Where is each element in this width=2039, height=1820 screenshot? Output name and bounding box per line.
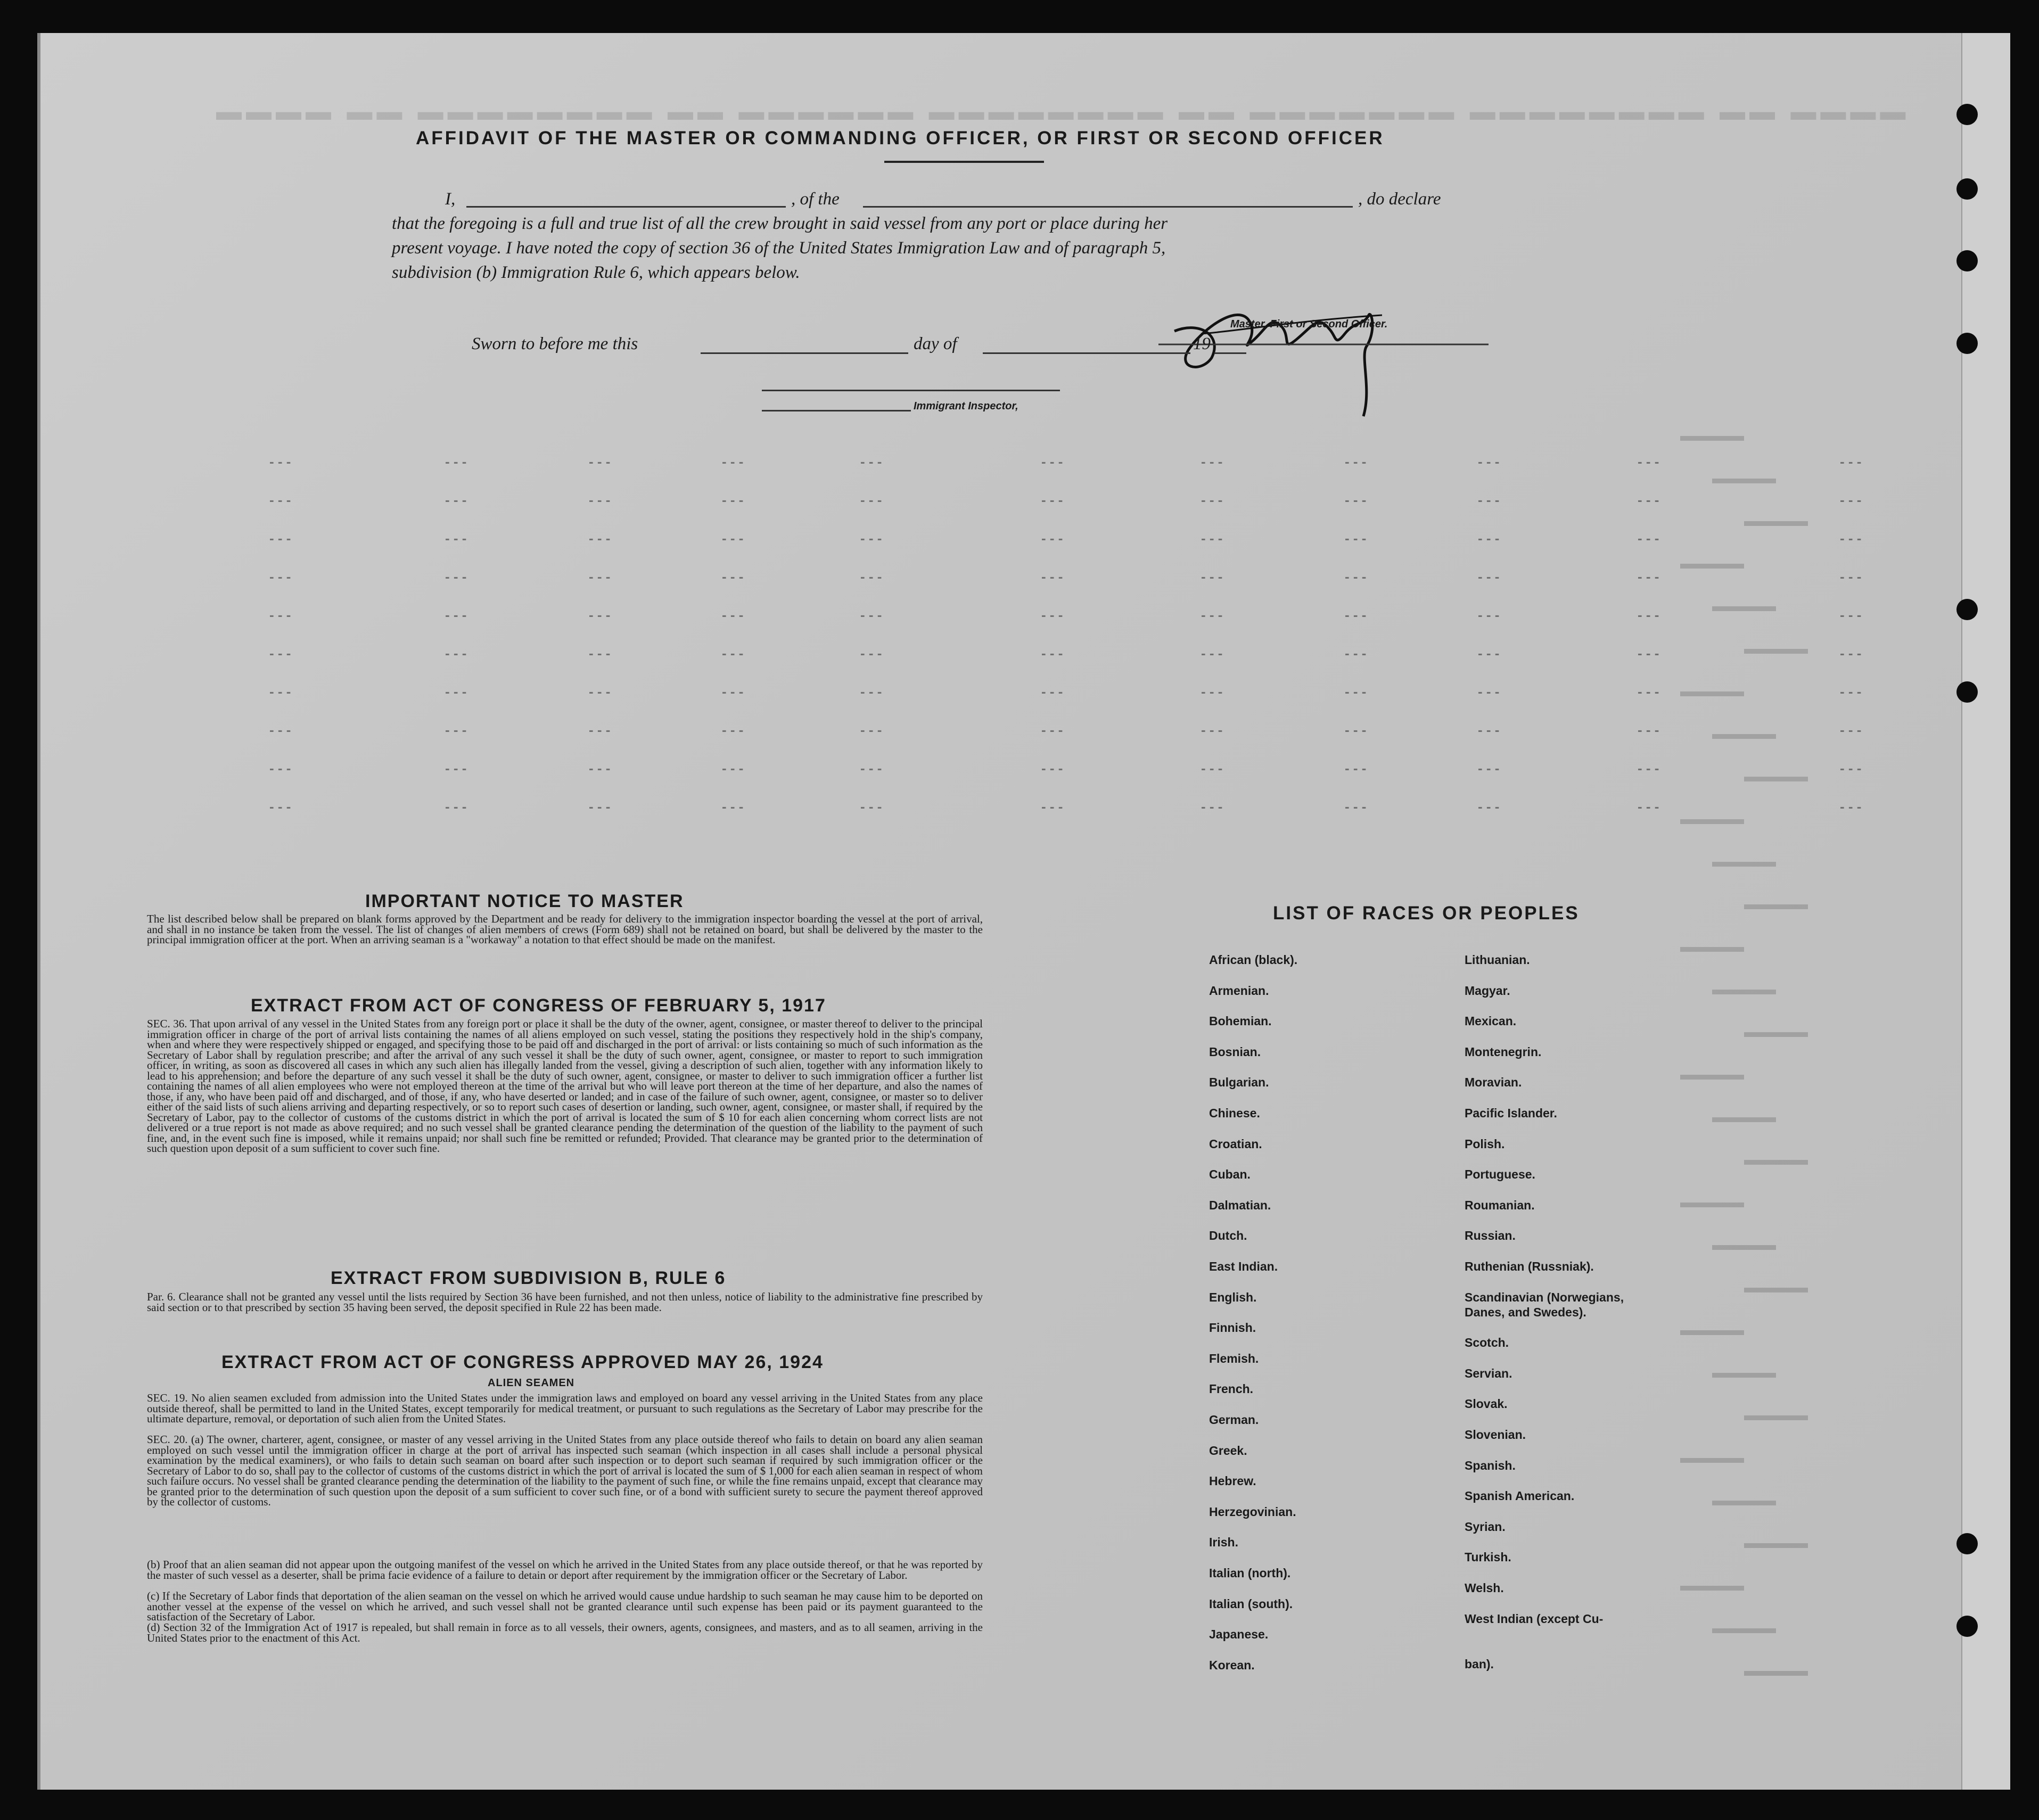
bleed-through-mark: - - -: [269, 569, 291, 584]
bleed-through-mark: - - -: [722, 607, 744, 623]
bleed-through-mark: ▬▬▬▬: [1744, 768, 1808, 785]
extract-1917-title: EXTRACT FROM ACT OF CONGRESS OF FEBRUARY 5, 1917: [251, 995, 826, 1016]
bleed-through-mark: ▬▬▬▬: [1680, 682, 1744, 700]
bleed-through-mark: - - -: [1478, 760, 1500, 776]
bleed-through-mark: - - -: [1840, 798, 1862, 814]
affidavit-line1-mid: , of the: [791, 190, 840, 209]
race-item: Slovenian.: [1465, 1428, 1526, 1442]
race-item: Roumanian.: [1465, 1198, 1535, 1212]
signature-label: Master, First or Second Officer.: [1230, 318, 1388, 330]
bleed-through-mark: - - -: [722, 454, 744, 470]
race-item: Armenian.: [1209, 983, 1269, 998]
race-item: Magyar.: [1465, 983, 1510, 998]
race-item: Montenegrin.: [1465, 1044, 1542, 1059]
bleed-through-mark: - - -: [1638, 569, 1659, 584]
bleed-through-mark: - - -: [1041, 683, 1063, 699]
race-item: Irish.: [1209, 1535, 1238, 1550]
race-item: Ruthenian (Russniak).: [1465, 1259, 1594, 1273]
bleed-through-mark: ▬▬▬▬: [1680, 1193, 1744, 1211]
bleed-through-mark: ▬▬▬▬: [1680, 1321, 1744, 1339]
extract-rule6-body: Par. 6. Clearance shall not be granted any vessel until the lists required by Section 36 have been furnished, and not then unless, notice of liability to the administrative fine prescribed by said section or to that prescribed by section 35 having been served, the deposit specified in Rule 22 has been made.: [147, 1290, 983, 1314]
bleed-through-mark: - - -: [445, 607, 467, 623]
bleed-through-mark: - - -: [445, 569, 467, 584]
bleed-through-mark: - - -: [1840, 722, 1862, 738]
race-item: Korean.: [1209, 1658, 1255, 1672]
bleed-through-mark: - - -: [269, 607, 291, 623]
bleed-through-mark: ▬▬▬▬: [1712, 1619, 1776, 1637]
vessel-blank[interactable]: [863, 206, 1353, 208]
bleed-through-mark: - - -: [1638, 454, 1659, 470]
bleed-through-mark: - - -: [1201, 492, 1223, 508]
sworn-year: 19: [1193, 334, 1211, 353]
bleed-through-mark: - - -: [860, 569, 882, 584]
bleed-through-mark: - - -: [1345, 454, 1367, 470]
extract-1924-sec19: SEC. 19. No alien seamen excluded from admission into the United States under the immigration laws and employed on board any vessel arriving in the United States from any place outside thereof, shall be permitted to land in the United States, except temporarily for medical treatment, or pursuant to such regulations as the Secretary of Labor may prescribe for the ultimate departure, removal, or deportation of such alien from the United States.: [147, 1391, 983, 1425]
bleed-through-mark: - - -: [860, 798, 882, 814]
race-item: Portuguese.: [1465, 1167, 1535, 1182]
punch-hole: [1956, 333, 1978, 354]
bleed-through-mark: - - -: [1840, 645, 1862, 661]
bleed-through-mark: - - -: [445, 454, 467, 470]
bleed-through-mark: - - -: [1345, 569, 1367, 584]
bleed-through-mark: - - -: [1041, 760, 1063, 776]
extract-1917-body: SEC. 36. That upon arrival of any vessel in the United States from any foreign port or place it shall be the duty of the owner, agent, consignee, or master thereof to deliver to the principal immigration officer in charge of the port of arrival lists containing the names of all aliens employed on such vessel, stating the positions they respectively hold in the ship's company, when and where they were respectively shipped or engaged, and specifying those to be paid off and discharged in the port of arrival: or lists containing so much of such information as the Secretary of Labor shall by regulation prescribe; and after the arrival of any such vessel it shall be the duty of such owner, agent, consignee, or master to report to such immigration officer, in writing, as soon as discovered all cases in which any such alien has illegally landed from the vessel, giving a description of such alien, together with any information likely to lead to his apprehension; and before the departure of any such vessel it shall be the duty of such owner, agent, consignee, or master to deliver to such immigration officer a further list containing the names of all alien employees who were not employed thereon at the time of the arrival but who will leave port thereon at the time of her departure, and also the names of those, if any, who have been paid off and discharged, and of those, if any, who have deserted or landed; and in case of the failure of such owner, agent, consignee, or master so to deliver either of the said lists of such aliens arriving and departing respectively, or so to report such cases of desertion or landing, such owner, agent, consignee, or master shall, if required by the Secretary of Labor, pay to the collector of customs of the customs district in which the port of arrival is located the sum of $ 10 for each alien concerning whom correct lists are not delivered or a true report is not made as above required; and no such vessel shall be granted clearance pending the determination of the question of the liability to the payment of such fine, and, in the event such fine is imposed, while it remains unpaid; nor shall such fine be remitted or refunded; Provided. That clearance may be granted prior to the determination of such question upon deposit of a sum sufficient to cover such fine.: [147, 1017, 983, 1155]
bleed-through-mark: - - -: [589, 569, 611, 584]
affidavit-line1-end: , do declare: [1358, 190, 1441, 209]
bleed-through-mark: - - -: [1638, 492, 1659, 508]
bleed-through-mark: - - -: [860, 722, 882, 738]
bleed-through-mark: - - -: [1041, 530, 1063, 546]
bleed-through-mark: - - -: [269, 683, 291, 699]
race-item: Servian.: [1465, 1366, 1512, 1380]
bleed-through-mark: ▬▬▬▬: [1680, 810, 1744, 828]
extract-1924-sec20b: (b) Proof that an alien seaman did not appear upon the outgoing manifest of the vessel on which he arrived in the United States from any place outside thereof, or that he was reported by the master of such vessel as a deserter, shall be prima facie evidence of a failure to detain or deport after requirement by the immigration officer or the Secretary of Labor.: [147, 1558, 983, 1582]
title-underline: [884, 161, 1044, 163]
extract-1924-title: EXTRACT FROM ACT OF CONGRESS APPROVED MAY 26, 1924: [221, 1352, 824, 1372]
bleed-through-mark: - - -: [1478, 607, 1500, 623]
bleed-through-mark: - - -: [1201, 530, 1223, 546]
bleed-through-mark: - - -: [445, 530, 467, 546]
race-item: German.: [1209, 1413, 1259, 1427]
race-item: Chinese.: [1209, 1106, 1260, 1120]
notice-title: IMPORTANT NOTICE TO MASTER: [365, 891, 684, 911]
bleed-through-mark: ▬▬▬▬: [1744, 1023, 1808, 1041]
race-item: Hebrew.: [1209, 1474, 1256, 1488]
bleed-through-mark: - - -: [1345, 607, 1367, 623]
bleed-through-mark: ▬▬▬▬: [1680, 1449, 1744, 1467]
bleed-through-mark: - - -: [1478, 645, 1500, 661]
bleed-through-mark: - - -: [1201, 722, 1223, 738]
race-item: Croatian.: [1209, 1137, 1262, 1151]
bleed-through-mark: - - -: [1041, 798, 1063, 814]
race-item: Dutch.: [1209, 1229, 1247, 1243]
bleed-through-mark: - - -: [1478, 683, 1500, 699]
bleed-through-mark: - - -: [589, 760, 611, 776]
bleed-through-mark: - - -: [1478, 454, 1500, 470]
bleed-through-heading: ▬▬▬▬ ▬▬ ▬▬▬▬▬▬▬▬ ▬▬ ▬▬▬▬▬▬ ▬▬▬▬▬▬▬▬ ▬▬ ▬▬▬▬▬▬▬ ▬▬▬▬▬▬▬▬ ▬▬ ▬▬▬▬: [216, 97, 1910, 126]
bleed-through-mark: - - -: [445, 645, 467, 661]
bleed-through-mark: ▬▬▬▬: [1744, 640, 1808, 657]
extract-1924-sec20c: (c) If the Secretary of Labor finds that deportation of the alien seaman on the vessel on which he arrived would cause undue hardship to such seaman he may cause him to be deported on another vessel at the expense of the vessel on which he arrived, and such vessel shall not be granted clearance until such expense has been paid or its payment guaranteed to the satisfaction of the Secretary of Labor.: [147, 1590, 983, 1623]
bleed-through-mark: - - -: [589, 645, 611, 661]
race-item: Mexican.: [1465, 1014, 1517, 1028]
punch-hole: [1956, 178, 1978, 200]
race-item: West Indian (except Cu-: [1465, 1611, 1604, 1626]
bleed-through-mark: - - -: [860, 683, 882, 699]
inspector-leader: [762, 410, 911, 411]
race-item: African (black).: [1209, 953, 1298, 967]
race-item: Polish.: [1465, 1137, 1505, 1151]
punch-hole: [1956, 599, 1978, 620]
race-item: Welsh.: [1465, 1581, 1504, 1595]
bleed-through-mark: - - -: [860, 607, 882, 623]
bleed-through-mark: ▬▬▬▬: [1744, 1662, 1808, 1679]
bleed-through-mark: - - -: [445, 683, 467, 699]
bleed-through-mark: - - -: [860, 645, 882, 661]
bleed-through-mark: - - -: [589, 530, 611, 546]
bleed-through-mark: - - -: [1478, 722, 1500, 738]
bleed-through-mark: ▬▬▬▬: [1680, 1577, 1744, 1594]
bleed-through-mark: - - -: [1840, 760, 1862, 776]
punch-hole: [1956, 1616, 1978, 1637]
bleed-through-mark: - - -: [445, 798, 467, 814]
bleed-through-mark: - - -: [1041, 454, 1063, 470]
race-item: Dalmatian.: [1209, 1198, 1271, 1212]
bleed-through-mark: ▬▬▬▬: [1712, 1236, 1776, 1254]
race-item: Danes, and Swedes).: [1465, 1305, 1586, 1319]
bleed-through-mark: - - -: [1478, 569, 1500, 584]
bleed-through-mark: - - -: [1345, 722, 1367, 738]
bleed-through-mark: - - -: [1041, 569, 1063, 584]
bleed-through-mark: - - -: [1638, 798, 1659, 814]
bleed-through-mark: - - -: [1840, 569, 1862, 584]
race-item: Herzegovinian.: [1209, 1504, 1296, 1519]
sworn-mid: day of: [914, 334, 957, 353]
affidavit-line1-start: I,: [445, 190, 456, 209]
bleed-through-mark: - - -: [1201, 607, 1223, 623]
bleed-through-mark: - - -: [1345, 645, 1367, 661]
binding-edge: [1961, 33, 2010, 1790]
notice-body: The list described below shall be prepared on blank forms approved by the Department and be ready for delivery to the immigration inspector boarding the vessel at the port of arrival, and shall in no instance be taken from the vessel. The list of changes of alien members of crews (Form 689) shall not be retained on board, but shall be delivered by the master to the principal immigration officer at the port. When an arriving seaman is a "workaway" a notation to that effect should be made on the manifest.: [147, 912, 983, 946]
race-item: Slovak.: [1465, 1397, 1508, 1411]
sworn-year-blank[interactable]: [1214, 352, 1246, 354]
bleed-through-mark: - - -: [1840, 607, 1862, 623]
extract-1924-sec20a: SEC. 20. (a) The owner, charterer, agent, consignee, or master of any vessel arriving in the United States from any place outside thereof who fails to detain on board any alien seaman employed on such vessel until the immigration officer in charge at the port of arrival has inspected such seaman (which inspection in all cases shall include a personal physical examination by the medical examiners), or who fails to detain such seaman on board after such inspection or to deport such seaman if required by such immigration officer or the Secretary of Labor to do so, shall pay to the collector of customs of the customs district in which the port of arrival is located the sum of $ 1,000 for each alien seaman in respect of whom such failure occurs. No vessel shall be granted clearance pending the determination of the liability to the payment of such fine, or while the fine remains unpaid, except that clearance may be granted prior to the determination of such question upon the deposit of a sum sufficient to cover such fine, or of a bond with sufficient surety to secure the payment thereof approved by the collector of customs.: [147, 1433, 983, 1508]
document-sheet: [37, 33, 2010, 1790]
race-item: Spanish American.: [1465, 1489, 1575, 1503]
bleed-through-mark: - - -: [860, 454, 882, 470]
race-item: Spanish.: [1465, 1458, 1516, 1472]
bleed-through-mark: - - -: [1478, 492, 1500, 508]
bleed-through-mark: ▬▬▬▬: [1744, 1279, 1808, 1296]
punch-hole: [1956, 1533, 1978, 1554]
bleed-through-mark: - - -: [1201, 645, 1223, 661]
race-item: Italian (north).: [1209, 1566, 1291, 1580]
bleed-through-mark: ▬▬▬▬: [1712, 1364, 1776, 1381]
bleed-through-mark: - - -: [1638, 683, 1659, 699]
bleed-through-mark: - - -: [589, 798, 611, 814]
bleed-through-mark: - - -: [1201, 569, 1223, 584]
bleed-through-mark: - - -: [1840, 530, 1862, 546]
bleed-through-mark: - - -: [1041, 607, 1063, 623]
bleed-through-mark: - - -: [722, 798, 744, 814]
bleed-through-mark: - - -: [269, 530, 291, 546]
bleed-through-mark: ▬▬▬▬: [1744, 1406, 1808, 1424]
race-item: Italian (south).: [1209, 1596, 1293, 1611]
punch-hole: [1956, 104, 1978, 125]
race-item: Bosnian.: [1209, 1044, 1261, 1059]
race-item: Cuban.: [1209, 1167, 1251, 1182]
race-item: Greek.: [1209, 1443, 1247, 1457]
bleed-through-mark: ▬▬▬▬: [1712, 725, 1776, 743]
bleed-through-mark: ▬▬▬▬: [1680, 555, 1744, 572]
bleed-through-mark: - - -: [269, 492, 291, 508]
race-item: Bulgarian.: [1209, 1075, 1269, 1090]
bleed-through-mark: - - -: [722, 492, 744, 508]
bleed-through-mark: - - -: [722, 760, 744, 776]
race-item: ban).: [1465, 1657, 1494, 1671]
bleed-through-mark: - - -: [722, 530, 744, 546]
bleed-through-mark: - - -: [1345, 530, 1367, 546]
race-item: Scandinavian (Norwegians,: [1465, 1290, 1624, 1304]
bleed-through-mark: - - -: [860, 760, 882, 776]
bleed-through-mark: - - -: [1041, 492, 1063, 508]
race-item: Moravian.: [1465, 1075, 1522, 1090]
bleed-through-mark: - - -: [1201, 683, 1223, 699]
bleed-through-mark: - - -: [722, 683, 744, 699]
bleed-through-mark: - - -: [589, 454, 611, 470]
race-item: Turkish.: [1465, 1550, 1511, 1564]
bleed-through-mark: - - -: [589, 683, 611, 699]
race-item: Japanese.: [1209, 1627, 1269, 1642]
race-item: Russian.: [1465, 1229, 1516, 1243]
affidavit-line2: that the foregoing is a full and true list of all the crew brought in said vessel from any port or place during her: [392, 214, 1168, 233]
bleed-through-mark: ▬▬▬▬: [1680, 938, 1744, 956]
bleed-through-mark: - - -: [1478, 798, 1500, 814]
bleed-through-mark: - - -: [269, 645, 291, 661]
bleed-through-mark: - - -: [1840, 492, 1862, 508]
bleed-through-mark: - - -: [1638, 645, 1659, 661]
bleed-through-mark: ▬▬▬▬: [1712, 470, 1776, 487]
master-signature: [1158, 283, 1489, 432]
bleed-through-mark: - - -: [1840, 683, 1862, 699]
punch-hole: [1956, 250, 1978, 271]
bleed-through-mark: - - -: [269, 760, 291, 776]
race-item: Flemish.: [1209, 1351, 1259, 1365]
bleed-through-mark: - - -: [1345, 798, 1367, 814]
bleed-through-mark: - - -: [1041, 722, 1063, 738]
extract-rule6-title: EXTRACT FROM SUBDIVISION B, RULE 6: [331, 1268, 726, 1288]
bleed-through-mark: ▬▬▬▬: [1712, 981, 1776, 998]
bleed-through-mark: - - -: [445, 492, 467, 508]
race-item: Pacific Islander.: [1465, 1106, 1557, 1120]
bleed-through-mark: - - -: [1345, 760, 1367, 776]
bleed-through-mark: ▬▬▬▬: [1744, 1151, 1808, 1168]
extract-1924-sec20d: (d) Section 32 of the Immigration Act of 1917 is repealed, but shall remain in force as to all vessels, their owners, agents, consignees, and masters, and as to all seamen, arriving in the United States prior to the enactment of this Act.: [147, 1621, 983, 1644]
bleed-through-mark: ▬▬▬▬: [1680, 1066, 1744, 1083]
bleed-through-mark: - - -: [589, 722, 611, 738]
bleed-through-mark: - - -: [860, 530, 882, 546]
race-item: Syrian.: [1465, 1519, 1506, 1534]
inspector-label: Immigrant Inspector,: [914, 400, 1018, 412]
race-item: French.: [1209, 1382, 1254, 1396]
affidavit-title: AFFIDAVIT OF THE MASTER OR COMMANDING OFFICER, OR FIRST OR SECOND OFFICER: [416, 128, 1385, 149]
bleed-through-mark: ▬▬▬▬: [1744, 895, 1808, 913]
bleed-through-mark: ▬▬▬▬: [1744, 1534, 1808, 1552]
affidavit-line4: subdivision (b) Immigration Rule 6, which appears below.: [392, 263, 800, 282]
sworn-start: Sworn to before me this: [472, 334, 638, 353]
bleed-through-mark: - - -: [589, 492, 611, 508]
bleed-through-mark: - - -: [1638, 530, 1659, 546]
affidavit-line3: present voyage. I have noted the copy of section 36 of the United States Immigration Law and of paragraph 5,: [392, 238, 1166, 258]
bleed-through-mark: - - -: [1638, 722, 1659, 738]
race-item: Lithuanian.: [1465, 953, 1530, 967]
bleed-through-mark: ▬▬▬▬: [1744, 512, 1808, 530]
bleed-through-mark: - - -: [445, 760, 467, 776]
bleed-through-mark: - - -: [722, 722, 744, 738]
bleed-through-mark: ▬▬▬▬: [1680, 427, 1744, 444]
bleed-through-mark: - - -: [722, 569, 744, 584]
bleed-through-mark: - - -: [269, 798, 291, 814]
race-item: Finnish.: [1209, 1321, 1256, 1335]
bleed-through-mark: - - -: [1638, 760, 1659, 776]
bleed-through-mark: - - -: [1345, 492, 1367, 508]
bleed-through-mark: - - -: [722, 645, 744, 661]
bleed-through-mark: ▬▬▬▬: [1712, 1492, 1776, 1509]
punch-hole: [1956, 681, 1978, 703]
extract-1924-subtitle: ALIEN SEAMEN: [488, 1377, 575, 1389]
race-item: East Indian.: [1209, 1259, 1278, 1273]
bleed-through-mark: ▬▬▬▬: [1712, 853, 1776, 870]
inspector-blank[interactable]: [762, 390, 1060, 391]
races-title: LIST OF RACES OR PEOPLES: [1273, 903, 1580, 924]
bleed-through-mark: ▬▬▬▬: [1712, 597, 1776, 615]
bleed-through-mark: - - -: [860, 492, 882, 508]
bleed-through-mark: - - -: [1201, 760, 1223, 776]
bleed-through-mark: - - -: [589, 607, 611, 623]
race-item: Scotch.: [1465, 1336, 1509, 1350]
bleed-through-mark: ▬▬▬▬: [1712, 1108, 1776, 1126]
bleed-through-mark: - - -: [269, 722, 291, 738]
sworn-month-blank[interactable]: [983, 352, 1190, 354]
bleed-through-mark: - - -: [1478, 530, 1500, 546]
bleed-through-mark: - - -: [1638, 607, 1659, 623]
bleed-through-mark: - - -: [1201, 798, 1223, 814]
bleed-through-mark: - - -: [269, 454, 291, 470]
race-item: English.: [1209, 1290, 1257, 1304]
bleed-through-mark: - - -: [445, 722, 467, 738]
bleed-through-mark: - - -: [1201, 454, 1223, 470]
name-blank[interactable]: [466, 206, 786, 208]
bleed-through-mark: - - -: [1840, 454, 1862, 470]
sworn-day-blank[interactable]: [701, 352, 908, 354]
bleed-through-mark: - - -: [1041, 645, 1063, 661]
bleed-through-mark: - - -: [1345, 683, 1367, 699]
race-item: Bohemian.: [1209, 1014, 1272, 1028]
